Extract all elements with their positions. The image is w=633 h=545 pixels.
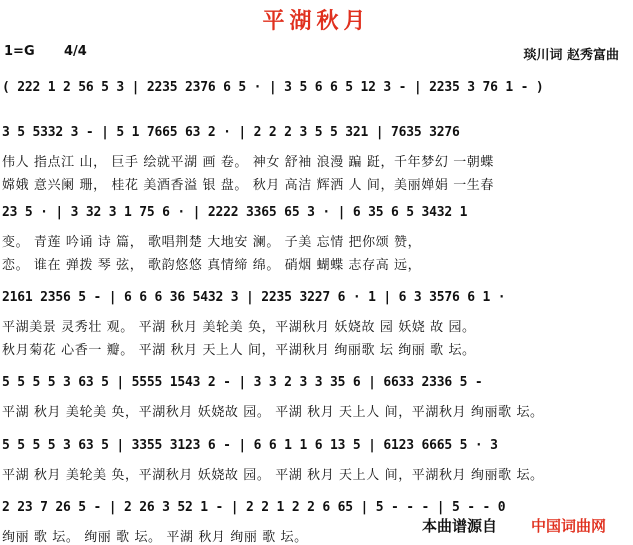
site-link[interactable]: 中国词曲网: [531, 517, 607, 535]
notation-line: 2 23 7 26 5 - | 2 26 3 52 1 - | 2 2 1 2 2 6 65 | 5 - - - | 5 - - 0: [2, 500, 506, 515]
notation-line: 5 5 5 5 3 63 5 | 5555 1543 2 - | 3 3 2 3 3 35 6 | 6633 2336 5 -: [2, 375, 483, 390]
time-signature: 4/4: [64, 44, 87, 59]
score-title: 平湖秋月: [262, 8, 371, 34]
notation-line: 5 5 5 5 3 63 5 | 3355 3123 6 - | 6 6 1 1 6 13 5 | 6123 6665 5 · 3: [2, 438, 498, 453]
lyrics-line: 平湖 秋月 美轮美 奂，平湖秋月 妖娆故 园。 平湖 秋月 天上人 间，平湖秋月 绚丽歌 坛。: [2, 405, 544, 420]
lyrics-line: 伟人 指点江 山， 巨手 绘就平湖 画 卷。 神女 舒袖 浪漫 蹁 跹，千年梦幻 一朝蝶: [2, 155, 494, 170]
lyrics-line: 平湖 秋月 美轮美 奂，平湖秋月 妖娆故 园。 平湖 秋月 天上人 间，平湖秋月 绚丽歌 坛。: [2, 468, 544, 483]
notation-line: ( 222 1 2 56 5 3 | 2235 2376 6 5 · | 3 5 6 6 5 12 3 - | 2235 3 76 1 - ): [2, 80, 544, 95]
source-label: 本曲谱源自: [422, 517, 498, 535]
credits: 琰川词 赵秀富曲: [523, 48, 619, 63]
lyrics-line: 嫦娥 意兴阑 珊， 桂花 美酒香溢 银 盘。 秋月 高洁 辉洒 人 间，美丽婵娟 一生春: [2, 178, 494, 193]
lyrics-line: 秋月菊花 心香一 瓣。 平湖 秋月 天上人 间，平湖秋月 绚丽歌 坛 绚丽 歌 坛。: [2, 343, 476, 358]
lyrics-line: 绚丽 歌 坛。 绚丽 歌 坛。 平湖 秋月 绚丽 歌 坛。: [2, 530, 308, 545]
notation-line: 2161 2356 5 - | 6 6 6 36 5432 3 | 2235 3227 6 · 1 | 6 3 3576 6 1 ·: [2, 290, 506, 305]
notation-line: 23 5 · | 3 32 3 1 75 6 · | 2222 3365 65 3 · | 6 35 6 5 3432 1: [2, 205, 468, 220]
notation-line: 3 5 5332 3 - | 5 1 7665 63 2 · | 2 2 2 3 5 5 321 | 7635 3276: [2, 125, 460, 140]
lyrics-line: 恋。 谁在 弹拨 琴 弦， 歌韵悠悠 真情缔 绵。 硝烟 蝴蝶 志存高 远，: [2, 258, 422, 273]
key-signature: 1=G: [4, 44, 35, 59]
lyrics-line: 平湖美景 灵秀壮 观。 平湖 秋月 美轮美 奂，平湖秋月 妖娆故 园 妖娆 故 园。: [2, 320, 476, 335]
lyrics-line: 变。 青莲 吟诵 诗 篇， 歌唱荆楚 大地安 澜。 子美 忘情 把你颂 赞，: [2, 235, 422, 250]
